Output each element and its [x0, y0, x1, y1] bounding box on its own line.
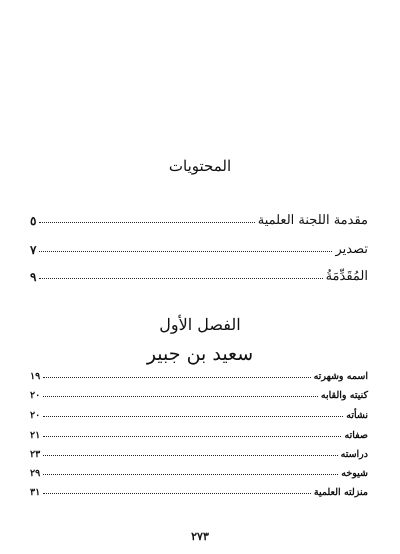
toc-entry	[30, 425, 368, 441]
entry-label: دراسته	[340, 449, 368, 460]
entry-label: كنيته والقابه	[320, 390, 368, 401]
toc-label: تصدير	[335, 242, 368, 257]
chapter-subject: سعيد بن جبير	[146, 343, 254, 365]
toc-entry	[30, 385, 368, 401]
toc-label: مقدمة اللجنة العلمية	[257, 213, 368, 228]
entry-page-number: ١٩	[30, 371, 41, 382]
dot-leader	[39, 277, 322, 279]
toc-entry	[30, 366, 368, 382]
toc-line-preface	[30, 237, 368, 257]
entry-page-number: ٢٩	[30, 468, 41, 479]
entry-label: شيوخه	[341, 468, 368, 479]
entry-label: صفاته	[344, 430, 368, 441]
entry-label: منزلته العلمية	[313, 487, 368, 498]
toc-page-number: ٩	[30, 270, 37, 284]
chapter-heading: الفصل الأول	[159, 315, 241, 334]
dot-leader	[43, 492, 311, 494]
toc-page-number: ٥	[30, 214, 37, 228]
dot-leader	[39, 221, 254, 223]
entry-page-number: ٢٣	[30, 449, 41, 460]
dot-leader	[39, 250, 332, 252]
entry-page-number: ٢٠	[30, 410, 41, 421]
toc-entry	[30, 444, 368, 460]
entry-page-number: ٣١	[30, 487, 41, 498]
entry-label: نشأته	[346, 410, 368, 421]
dot-leader	[43, 395, 318, 397]
page-number: ٢٧٣	[191, 530, 209, 543]
toc-line-introduction	[30, 264, 368, 284]
toc-entry	[30, 463, 368, 479]
dot-leader	[43, 473, 338, 475]
dot-leader	[43, 376, 310, 378]
toc-page-number: ٧	[30, 243, 37, 257]
entry-label: اسمه وشهرته	[313, 371, 368, 382]
toc-label: المُقَدِّمَةُ	[325, 269, 368, 284]
entry-page-number: ٢٠	[30, 390, 41, 401]
dot-leader	[43, 454, 337, 456]
toc-entry	[30, 405, 368, 421]
entry-page-number: ٢١	[30, 430, 41, 441]
toc-line-committee-intro	[30, 208, 368, 228]
dot-leader	[43, 435, 341, 437]
dot-leader	[43, 415, 343, 417]
toc-entry	[30, 482, 368, 498]
page-title: المحتويات	[168, 157, 232, 175]
